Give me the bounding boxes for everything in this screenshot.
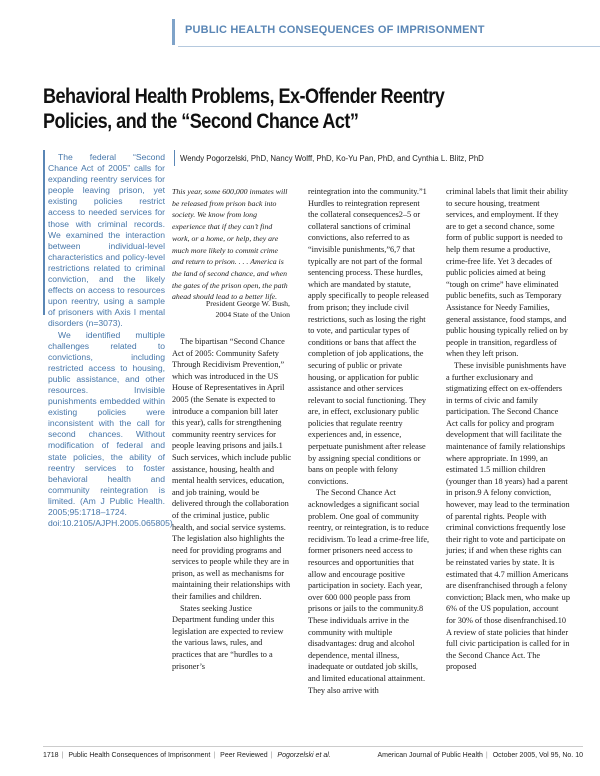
authors-accent-bar [174,150,175,166]
body-column-2 [308,186,430,696]
abstract-paragraph-2: We identified multiple challenges related to convictions, including restricted access to housing, public assistance, and other resources. Invisible punishments embedded within existing policies were inconsistent with the call for second chances. Without modification of federal and state policies, the ability of reentry services to foster behavioral health and community reintegration is limited. (Am J Public Health. 2005;95:1718–1724. doi:10.2105/AJPH.2005.065805) [48,329,173,529]
abstract-accent-bar [43,150,45,315]
attribution-line-1: President George W. Bush, [205,299,290,308]
attribution-line-2: 2004 State of the Union [215,310,290,319]
page-footer: 1718 | Public Health Consequences of Imprisonment | Peer Reviewed | Pogorzelski et al. American Journal of Public Health | October 2005, Vol 95, No. 10 [43,752,583,759]
body-paragraph: reintegration into the community.”1 Hurdles to reintegration represent the collateral consequences2–5 or collateral sanctions of criminal convictions, also referred to as “invisible punishments,”6,7 that typically are not part of the formal sentencing process. These hurdles, which are mandated by statute, apply specifically to people released from prison; they include civil restrictions, such as losing the right to vote, and particular types of conditions or bans that affect the completion of job applications, the securing of public or private housing, or application for public assistance and other services relevant to social functioning. They are, in effect, exclusionary public policies that regulate reentry experiences and, in essence, perpetuate punishment after release by assigning special conditions or bans on people with felony convictions. [308,187,429,486]
page-number: 1718 [43,752,59,759]
body-paragraph: States seeking Justice Department funding under this legislation are expected to review the various laws, rules, and practices that are “hurdles to a prisoner’s [172,603,284,671]
footer-review-type: Peer Reviewed [220,752,268,759]
footer-divider [43,746,583,747]
body-column-1 [172,336,292,672]
footer-section: Public Health Consequences of Imprisonment [68,752,211,759]
epigraph: This year, some 600,000 inmates will be released from prison back into society. We know from long experience that if they can’t find work, or a home, or help, they are much more likely to commit crime and return to prison. . . . America is the land of second chance, and when the gates of the prison open, the path ahead should lead to a better life. [172,187,288,302]
body-column-3 [446,186,570,673]
epigraph-attribution [172,298,290,320]
body-paragraph: The Second Chance Act acknowledges a significant social problem. One goal of community reentry, or reintegration, is to reduce recidivism. To lead a crime-free life, former prisoners need access to resources and opportunities that allow and encourage positive participation in society. Each year, over 600 000 people pass from prisons or jails to the community.8 These individuals arrive in the community with multiple disadvantages: drug and alcohol dependence, mental illness, inadequate or outdated job skills, and limited educational attainment. They also arrive with [308,488,430,695]
body-paragraph: The bipartisan “Second Chance Act of 2005: Community Safety Through Recidivism Prevention,” which was introduced in the US House of Representatives in April 2005 (the Senate is expected to introduce a companion bill later this year), calls for strengthening community reentry services for people leaving prisons and jails.1 Such services, which include public assistance, housing, health and mental health services, education, and job training, would be delivered through the collaboration of the criminal justice, public health, and social service systems. The legislation also highlights the need for providing programs and services to people while they are in prison, as well as mechanisms for maintaining their relationships with their families and children. [172,337,292,602]
footer-journal-info: American Journal of Public Health | October 2005, Vol 95, No. 10 [377,752,583,759]
author-list: Wendy Pogorzelski, PhD, Nancy Wolff, PhD, Ko-Yu Pan, PhD, and Cynthia L. Blitz, PhD [180,154,484,163]
abstract-paragraph-1: The federal “Second Chance Act of 2005” calls for expanding reentry services for people leaving prison, yet existing policies restrict access to needed services for those with criminal records. We examined the interaction between individual-level characteristics and policy-level restrictions related to criminal conviction, and the likely effects on access to resources upon reentry, using a sample of prisoners with Axis I mental disorders (n=3073). [48,152,165,329]
section-title: PUBLIC HEALTH CONSEQUENCES OF IMPRISONMENT [185,24,485,36]
footer-authors: Pogorzelski et al. [277,752,331,759]
body-paragraph: criminal labels that limit their ability to secure housing, treatment services, and employment. If they are to get a second chance, some form of public support is needed to help them resume a productive, crime-free life. Yet 3 decades of public policies aimed at being “tough on crime” have eliminated public benefits, such as Temporary Assistance for Needy Families, general assistance, food stamps, and public housing typically relied on by people in transition, regardless of when they left prison. [446,187,568,359]
header-accent-bar [172,19,175,45]
abstract [48,152,173,529]
body-paragraph: These invisible punishments have a further exclusionary and stigmatizing effect on ex-offenders in terms of civic and family participation. The Second Chance Act calls for policy and program development that will facilitate the maintenance of family relationships where appropriate. In 1999, an estimated 1.5 million children (younger than 18 years) had a parent in prison.9 A felony conviction, however, may lead to the termination of parental rights. People with criminal convictions frequently lose their right to vote and participate on juries; if and when these rights can be reinstated varies by state. It is estimated that 4.7 million Americans are disenfranchised through a felony conviction; Black men, who make up 6% of the US population, account for 30% of those disenfranchised.10 A review of state policies that hinder full civic participation is called for in the Second Chance Act. The proposed [446,360,570,672]
footer-journal: American Journal of Public Health [377,752,483,759]
footer-issue: October 2005, Vol 95, No. 10 [492,752,583,759]
article-title: Behavioral Health Problems, Ex-Offender Reentry Policies, and the “Second Chance Act” [43,85,445,133]
header-divider [178,46,600,47]
